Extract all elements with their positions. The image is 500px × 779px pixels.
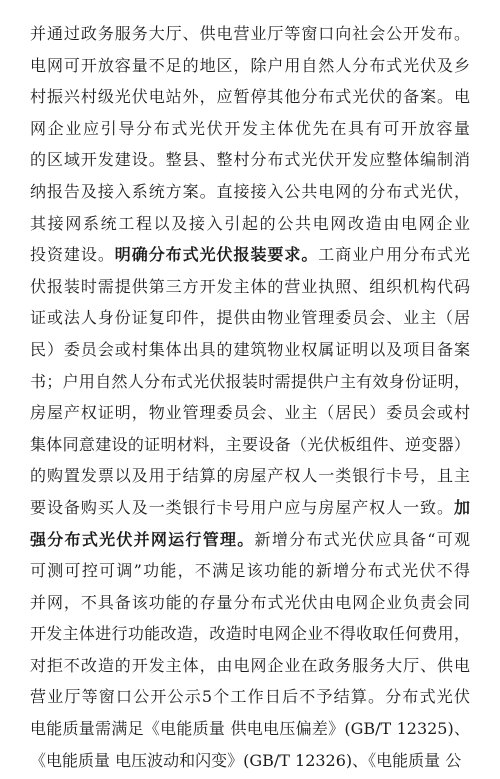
text-line: [30, 524, 470, 556]
text-line: [30, 50, 470, 82]
body-text: 工商业户用分布式光: [318, 245, 470, 265]
bold-heading-text: 强分布式光伏并网运行管理。: [30, 529, 255, 549]
body-text: 可测可控可调”功能，不满足该功能的新增分布式光伏不得: [30, 561, 470, 581]
body-text: 电能质量需满足《电能质量 供电电压偏差》(GB/T 12325)、: [30, 719, 470, 739]
body-text: 村振兴村级光伏电站外，应暂停其他分布式光伏的备案。电: [30, 87, 470, 107]
text-line: [30, 713, 470, 745]
text-line: [30, 208, 470, 240]
body-text: 要设备购买人及一类银行卡号用户应与房屋产权人一致。: [30, 497, 454, 517]
text-line: [30, 618, 470, 650]
text-line: [30, 334, 470, 366]
text-line: [30, 650, 470, 682]
body-text: 投资建设。: [30, 245, 115, 265]
text-line: [30, 745, 470, 777]
body-text: 证或法人身份证复印件，提供由物业管理委员会、业主（居: [30, 308, 470, 328]
bold-heading-text: 加: [453, 497, 470, 517]
text-line: [30, 113, 470, 145]
body-text: 书；户用自然人分布式光伏报装时需提供户主有效身份证明，: [30, 371, 470, 391]
body-text: 集体同意建设的证明材料，主要设备（光伏板组件、逆变器）: [30, 434, 470, 454]
text-line: [30, 144, 470, 176]
text-line: [30, 366, 470, 398]
text-line: [30, 397, 470, 429]
body-text: 《电能质量 电压波动和闪变》(GB/T 12326)、《电能质量 公: [30, 750, 462, 770]
text-line: [30, 302, 470, 334]
text-line: [30, 460, 470, 492]
body-text: 并网，不具备该功能的存量分布式光伏由电网企业负责会同: [30, 592, 470, 612]
body-text: 其接网系统工程以及接入引起的公共电网改造由电网企业: [30, 213, 470, 233]
body-text: 民）委员会或村集体出具的建筑物业权属证明以及项目备案: [30, 339, 470, 359]
text-line: [30, 239, 470, 271]
body-text: 的购置发票以及用于结算的房屋产权人一类银行卡号，且主: [30, 466, 470, 486]
body-text: 伏报装时需提供第三方开发主体的营业执照、组织机构代码: [30, 276, 470, 296]
document-body: [30, 18, 470, 776]
body-text: 纳报告及接入系统方案。直接接入公共电网的分布式光伏，: [30, 181, 470, 201]
text-line: [30, 271, 470, 303]
text-line: [30, 681, 470, 713]
text-line: [30, 587, 470, 619]
body-text: 新增分布式光伏应具备“可观: [254, 529, 470, 549]
text-line: [30, 18, 470, 50]
body-text: 营业厅等窗口公开公示5个工作日后不予结算。分布式光伏: [30, 687, 470, 707]
text-line: [30, 81, 470, 113]
bold-heading-text: 明确分布式光伏报装要求。: [114, 245, 319, 265]
body-text: 开发主体进行功能改造，改造时电网企业不得收取任何费用，: [30, 624, 470, 644]
body-text: 网企业应引导分布式光伏开发主体优先在具有可开放容量: [30, 118, 470, 138]
text-line: [30, 429, 470, 461]
body-text: 的区域开发建设。整县、整村分布式光伏开发应整体编制消: [30, 150, 470, 170]
body-text: 房屋产权证明，物业管理委员会、业主（居民）委员会或村: [30, 403, 470, 423]
text-line: [30, 555, 470, 587]
text-line: [30, 492, 470, 524]
body-text: 对拒不改造的开发主体，由电网企业在政务服务大厅、供电: [30, 655, 470, 675]
body-text: 电网可开放容量不足的地区，除户用自然人分布式光伏及乡: [30, 55, 470, 75]
body-text: 并通过政务服务大厅、供电营业厅等窗口向社会公开发布。: [30, 24, 470, 43]
text-line: [30, 176, 470, 208]
